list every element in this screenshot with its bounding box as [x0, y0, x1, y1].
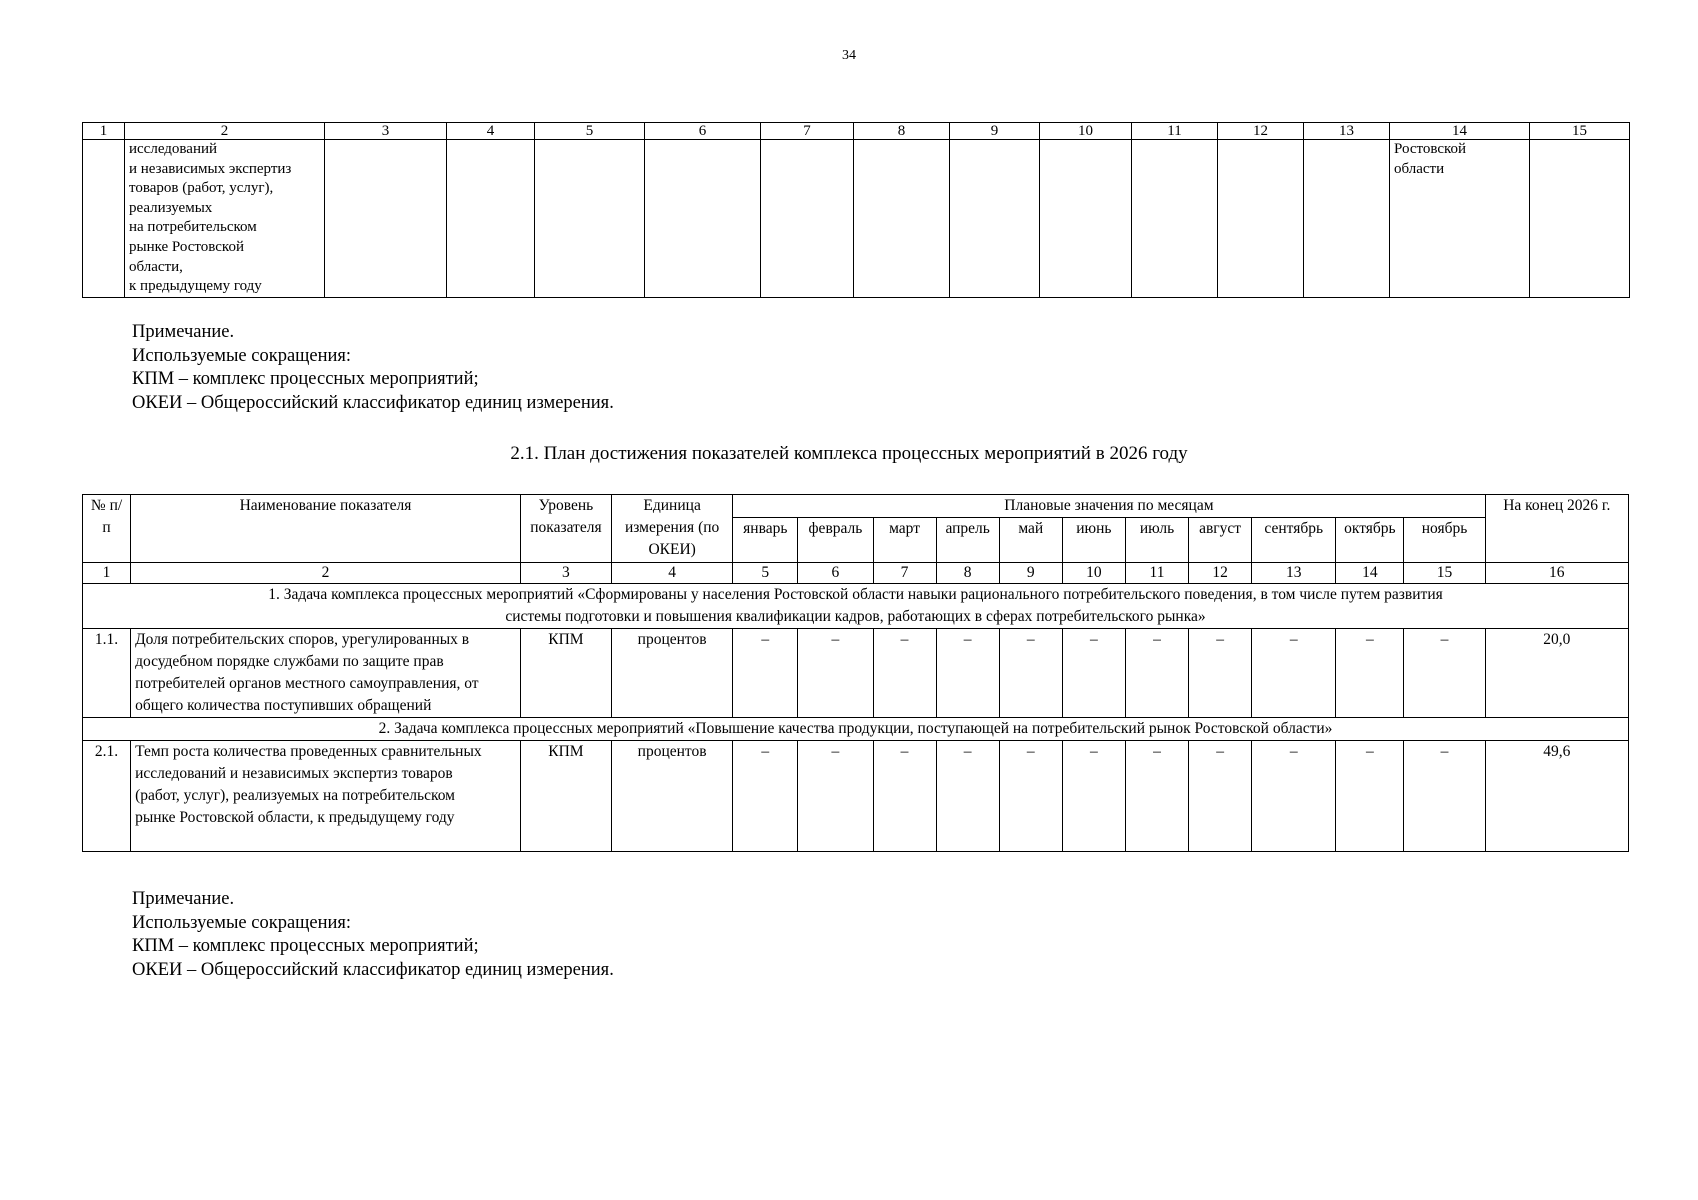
- header-cell: 7: [761, 123, 854, 140]
- column-number: 2: [131, 563, 521, 584]
- month-value: –: [1336, 629, 1404, 718]
- month-value: –: [1336, 741, 1404, 852]
- table-row: [83, 629, 1629, 718]
- column-number: 10: [1062, 563, 1125, 584]
- continuation-table: [82, 122, 1630, 298]
- indicator-level: КПМ: [520, 741, 611, 852]
- table-cell: [1304, 140, 1390, 298]
- month-header: сентябрь: [1252, 518, 1336, 563]
- table-cell: [83, 140, 125, 298]
- header-name: Наименование показателя: [131, 495, 521, 563]
- table-cell: [1530, 140, 1630, 298]
- column-number: 7: [873, 563, 936, 584]
- month-value: –: [1189, 629, 1252, 718]
- task-heading: 2. Задача комплекса процессных мероприятий «Повышение качества продукции, поступающей на потребительский рынок Ростовской области»: [83, 718, 1629, 741]
- table-cell: [1218, 140, 1304, 298]
- header-cell: 13: [1304, 123, 1390, 140]
- header-cell: 11: [1132, 123, 1218, 140]
- header-cell: 10: [1040, 123, 1132, 140]
- header-num: № п/п: [83, 495, 131, 563]
- header-cell: 1: [83, 123, 125, 140]
- column-number: 5: [733, 563, 798, 584]
- responsible-cell: Ростовской области: [1390, 140, 1530, 298]
- header-cell: 2: [125, 123, 325, 140]
- note-line: ОКЕИ – Общероссийский классификатор единиц измерения.: [132, 392, 614, 413]
- month-value: –: [733, 629, 798, 718]
- month-value: –: [936, 629, 999, 718]
- table-cell: [325, 140, 447, 298]
- plan-table: [82, 494, 1629, 852]
- month-value: –: [1252, 629, 1336, 718]
- month-value: –: [798, 741, 873, 852]
- month-header: ноябрь: [1404, 518, 1485, 563]
- header-end: На конец 2026 г.: [1485, 495, 1628, 563]
- table-cell: [1132, 140, 1218, 298]
- table-cell: [950, 140, 1040, 298]
- header-cell: 5: [535, 123, 645, 140]
- month-value: –: [733, 741, 798, 852]
- column-number: 11: [1125, 563, 1188, 584]
- header-cell: 9: [950, 123, 1040, 140]
- indicator-name-cell: исследований и независимых экспертиз товаров (работ, услуг), реализуемых на потребительском рынке Ростовской области, к предыдущему году: [125, 140, 325, 298]
- month-value: –: [1189, 741, 1252, 852]
- header-cell: 8: [854, 123, 950, 140]
- column-number: 4: [612, 563, 733, 584]
- month-value: –: [1252, 741, 1336, 852]
- table-cell: [535, 140, 645, 298]
- month-value: –: [1404, 629, 1485, 718]
- column-number: 16: [1485, 563, 1628, 584]
- header-cell: 15: [1530, 123, 1630, 140]
- column-number: 14: [1336, 563, 1404, 584]
- month-value: –: [1125, 629, 1188, 718]
- indicator-name: Темп роста количества проведенных сравнительных исследований и независимых экспертиз товаров (работ, услуг), реализуемых на потребительском рынке Ростовской области, к предыдущему году: [131, 741, 521, 852]
- month-header: апрель: [936, 518, 999, 563]
- indicator-unit: процентов: [612, 741, 733, 852]
- column-number: 3: [520, 563, 611, 584]
- month-value: –: [1062, 629, 1125, 718]
- row-number: 1.1.: [83, 629, 131, 718]
- task-row: [83, 584, 1629, 629]
- header-unit: Единица измерения (по ОКЕИ): [612, 495, 733, 563]
- continuation-header-row: [83, 123, 1630, 140]
- month-header: май: [999, 518, 1062, 563]
- note-line: ОКЕИ – Общероссийский классификатор единиц измерения.: [132, 959, 614, 980]
- note-line: КПМ – комплекс процессных мероприятий;: [132, 936, 479, 956]
- month-header: июнь: [1062, 518, 1125, 563]
- column-number: 1: [83, 563, 131, 584]
- month-value: –: [999, 629, 1062, 718]
- note-title: Примечание.: [132, 889, 235, 909]
- note-title: Примечание.: [132, 322, 235, 342]
- month-value: –: [999, 741, 1062, 852]
- header-level: Уровень показателя: [520, 495, 611, 563]
- page-number: 34: [842, 48, 856, 63]
- column-number: 13: [1252, 563, 1336, 584]
- table-cell: [447, 140, 535, 298]
- column-number: 12: [1189, 563, 1252, 584]
- month-value: –: [873, 741, 936, 852]
- month-value: –: [1404, 741, 1485, 852]
- end-value: 20,0: [1485, 629, 1628, 718]
- table-cell: [854, 140, 950, 298]
- note-line: Используемые сокращения:: [132, 345, 352, 366]
- month-header: август: [1189, 518, 1252, 563]
- month-header: июль: [1125, 518, 1188, 563]
- table-cell: [761, 140, 854, 298]
- table-cell: [645, 140, 761, 298]
- note-line: КПМ – комплекс процессных мероприятий;: [132, 369, 479, 389]
- month-value: –: [1062, 741, 1125, 852]
- task-row: [83, 718, 1629, 741]
- note-block-2: [132, 888, 614, 982]
- header-row: [83, 495, 1629, 518]
- month-value: –: [798, 629, 873, 718]
- month-header: январь: [733, 518, 798, 563]
- table-row: [83, 741, 1629, 852]
- indicator-unit: процентов: [612, 629, 733, 718]
- header-months-group: Плановые значения по месяцам: [733, 495, 1485, 518]
- note-line: Используемые сокращения:: [132, 912, 352, 933]
- column-number: 8: [936, 563, 999, 584]
- indicator-level: КПМ: [520, 629, 611, 718]
- header-cell: 6: [645, 123, 761, 140]
- continuation-data-row: [83, 140, 1630, 298]
- column-number: 15: [1404, 563, 1485, 584]
- month-value: –: [936, 741, 999, 852]
- section-title: 2.1. План достижения показателей комплекса процессных мероприятий в 2026 году: [510, 443, 1188, 464]
- month-value: –: [873, 629, 936, 718]
- note-block-1: [132, 321, 614, 415]
- table-cell: [1040, 140, 1132, 298]
- indicator-name: Доля потребительских споров, урегулированных в досудебном порядке службами по защите прав потребителей органов местного самоуправления, от общего количества поступивших обращений: [131, 629, 521, 718]
- column-number-row: [83, 563, 1629, 584]
- header-cell: 12: [1218, 123, 1304, 140]
- header-cell: 14: [1390, 123, 1530, 140]
- task-heading: 1. Задача комплекса процессных мероприятий «Сформированы у населения Ростовской области навыки рационального потребительского поведения, в том числе путем развития системы подготовки и повышения квалификации кадров, работающих в сферах потребительского рынка»: [83, 584, 1629, 629]
- month-value: –: [1125, 741, 1188, 852]
- end-value: 49,6: [1485, 741, 1628, 852]
- row-number: 2.1.: [83, 741, 131, 852]
- column-number: 6: [798, 563, 873, 584]
- header-cell: 3: [325, 123, 447, 140]
- month-header: март: [873, 518, 936, 563]
- header-cell: 4: [447, 123, 535, 140]
- month-header: октябрь: [1336, 518, 1404, 563]
- column-number: 9: [999, 563, 1062, 584]
- month-header: февраль: [798, 518, 873, 563]
